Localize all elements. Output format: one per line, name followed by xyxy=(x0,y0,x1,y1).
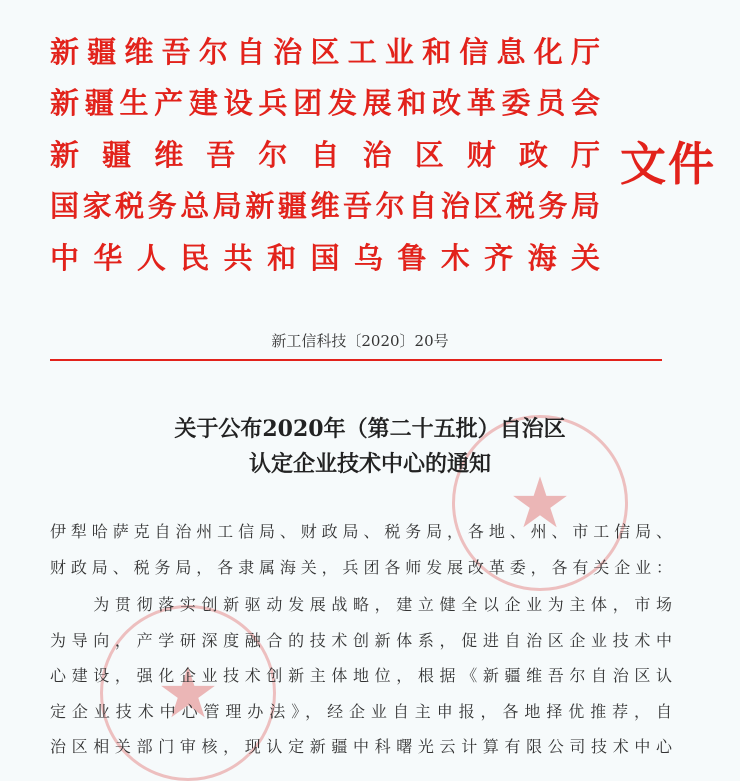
body-line: 心建设，强化企业技术创新主体地位，根据《新疆维吾尔自治区认 xyxy=(50,666,672,685)
issuer-line: 新疆维吾尔自治区财政厅 xyxy=(50,138,600,172)
doc-title: 关于公布2020年（第二十五批）自治区 xyxy=(174,416,566,442)
body-line: 伊犁哈萨克自治州工信局、财政局、税务局，各地、州、市工信局、 xyxy=(50,522,672,541)
issuer-line: 新疆维吾尔自治区工业和信息化厅 xyxy=(50,35,600,69)
body-line: 定企业技术中心管理办法》，经企业自主申报，各地择优推荐，自 xyxy=(50,702,672,721)
star-icon: ★ xyxy=(508,462,572,544)
doc-title: 认定企业技术中心的通知 xyxy=(248,451,491,477)
doc-number: 新工信科技〔2020〕20号 xyxy=(271,332,449,350)
red-divider xyxy=(50,359,662,361)
body-line: 治区相关部门审核，现认定新疆中科曙光云计算有限公司技术中心 xyxy=(50,737,672,756)
issuer-line: 国家税务总局新疆维吾尔自治区税务局 xyxy=(50,189,600,223)
body-line: 为贯彻落实创新驱动发展战略，建立健全以企业为主体，市场 xyxy=(50,595,672,614)
star-icon: ★ xyxy=(156,652,220,734)
issuer-line: 中华人民共和国乌鲁木齐海关 xyxy=(50,241,600,275)
issuer-line: 新疆生产建设兵团发展和改革委员会 xyxy=(50,86,600,120)
body-line: 财政局、税务局，各隶属海关，兵团各师发展改革委，各有关企业： xyxy=(50,558,672,577)
body-line: 为导向，产学研深度融合的技术创新体系，促进自治区企业技术中 xyxy=(50,631,672,650)
doc-type: 文件 xyxy=(620,137,716,191)
